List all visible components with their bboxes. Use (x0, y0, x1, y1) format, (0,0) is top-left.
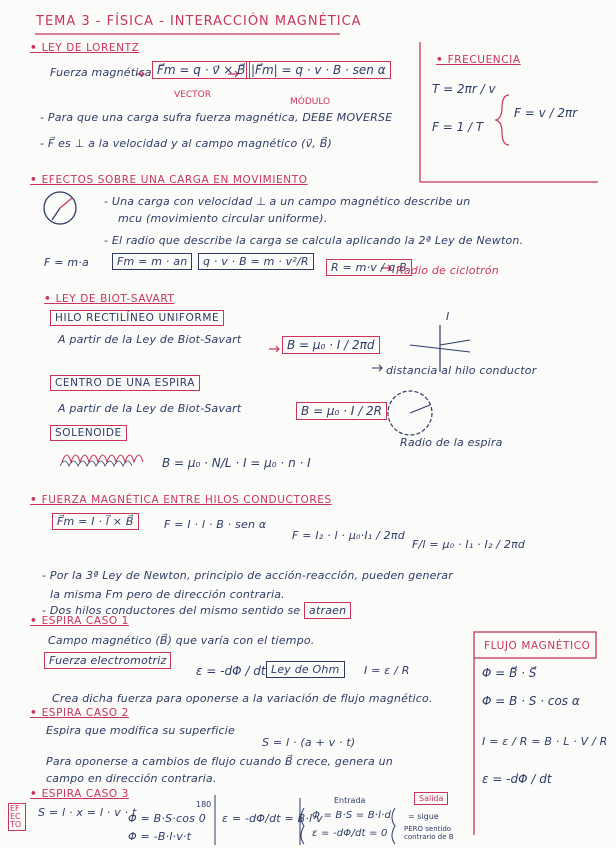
motion-newton: F = m·a (44, 256, 89, 269)
wires-note-2: - Dos hilos conductores del mismo sentido se atraen (42, 604, 351, 617)
wires-heading: • FUERZA MAGNÉTICA ENTRE HILOS CONDUCTORES (30, 494, 332, 506)
case2-formula: S = l · (a + v · t) (262, 736, 356, 749)
case1-heading: • ESPIRA CASO 1 (30, 615, 129, 627)
solenoid-formula: B = μ₀ · N/L · I = μ₀ · n · I (162, 456, 311, 470)
case3-phi-2: Φ = -B·l·v·t (128, 830, 192, 843)
frequency-heading: • FRECUENCIA (436, 54, 521, 66)
case3-out-1: = sigue (408, 812, 439, 821)
wires-formula-1: F⃗m = I · l⃗ × B⃗ (52, 513, 139, 530)
attract-box: atraen (304, 602, 351, 619)
case2-note-1b: campo en dirección contraria. (46, 772, 217, 785)
wires-formula-2: F = I · l · B · sen α (164, 518, 267, 531)
motion-result-label: Radio de ciclotrón (396, 264, 499, 277)
lorentz-note-2: - F⃗ es ⊥ a la velocidad y al campo magnético (v⃗, B⃗) (40, 137, 332, 150)
flux-formula-1: Φ = B⃗ · S⃗ (482, 666, 537, 680)
solenoid-heading: SOLENOIDE (50, 425, 127, 441)
case1-ohm: Ley de Ohm (266, 661, 345, 678)
case1-emf-box: Fuerza electromotriz (44, 652, 171, 669)
case2-heading: • ESPIRA CASO 2 (30, 707, 129, 719)
lorentz-note-1: - Para que una carga sufra fuerza magnética, DEBE MOVERSE (40, 111, 393, 124)
motion-result: R = m·v / q·B (326, 259, 412, 276)
case1-current: I = ε / R (364, 664, 410, 677)
lorentz-heading: • LEY DE LORENTZ (30, 42, 140, 54)
motion-note-1: - Una carga con velocidad ⊥ a un campo magnético describe un (104, 195, 471, 208)
loop-heading: CENTRO DE UNA ESPIRA (50, 375, 200, 391)
wire-heading: HILO RECTILÍNEO UNIFORME (50, 310, 224, 326)
lorentz-modulus-formula: |F⃗m| = q · v · B · sen α (246, 61, 391, 79)
motion-heading: • EFECTOS SOBRE UNA CARGA EN MOVIMIENTO (30, 174, 308, 186)
lorentz-vector-formula: F⃗m = q · v⃗ × B⃗ (152, 61, 250, 79)
wire-text: A partir de la Ley de Biot-Savart (58, 333, 242, 346)
loop-text: A partir de la Ley de Biot-Savart (58, 402, 242, 415)
motion-note-2: - El radio que describe la carga se calcula aplicando la 2ª Ley de Newton. (104, 234, 524, 247)
wires-note-1b: la misma Fm pero de dirección contraria. (50, 588, 285, 601)
case3-emf: ε = -dΦ/dt = B·l·v (222, 812, 323, 825)
case3-in-label: Entrada (334, 796, 366, 805)
case3-in-1: Φ = B·S = B·l·d (312, 810, 392, 821)
case3-phi-1: Φ = B·S·cos 0 (128, 812, 206, 825)
motion-step-2: q · v · B = m · v²/R (198, 253, 314, 270)
flux-formula-3: I = ε / R = B · L · V / R (482, 735, 608, 748)
case3-angle: 180 (196, 800, 212, 809)
flux-formula-2: Φ = B · S · cos α (482, 694, 580, 708)
case1-note: Crea dicha fuerza para oponerse a la variación de flujo magnético. (52, 692, 433, 705)
case3-heading: • ESPIRA CASO 3 (30, 788, 129, 800)
case3-out-2: PERO sentido contrario de B (404, 825, 454, 841)
biot-heading: • LEY DE BIOT-SAVART (44, 293, 175, 305)
wire-distance-label: distancia al hilo conductor (386, 364, 537, 377)
wire-current-label: I (446, 310, 450, 323)
motion-step-1: Fm = m · an (112, 253, 192, 270)
wires-formula-3: F = I₂ · l · μ₀·I₁ / 2πd (292, 529, 405, 542)
case3-s: S = l · x = l · v · t (38, 806, 137, 819)
flux-formula-4: ε = -dΦ / dt (482, 772, 552, 786)
motion-note-1b: mcu (movimiento circular uniforme). (118, 212, 328, 225)
loop-formula: B = μ₀ · I / 2R (296, 402, 387, 420)
lorentz-modulus-caption: MÓDULO (290, 97, 331, 107)
wire-formula: B = μ₀ · I / 2πd (282, 336, 380, 354)
case2-text: Espira que modifica su superficie (46, 724, 235, 737)
frequency-period: T = 2πr / v (432, 82, 496, 96)
page-title: TEMA 3 - FÍSICA - INTERACCIÓN MAGNÉTICA (36, 14, 362, 29)
lorentz-label: Fuerza magnética (50, 66, 152, 79)
loop-radius-label: Radio de la espira (400, 436, 503, 449)
case3-side-label: EFECTO (8, 803, 26, 831)
case1-formula: ε = -dΦ / dt (196, 664, 266, 678)
case3-out-label: Salida (414, 792, 448, 805)
wires-note-1: - Por la 3ª Ley de Newton, principio de acción-reacción, pueden generar (42, 569, 453, 582)
frequency-velocity: F = v / 2πr (514, 106, 578, 120)
flux-heading: FLUJO MAGNÉTICO (484, 640, 591, 652)
case3-in-2: ε = -dΦ/dt = 0 (312, 828, 388, 839)
wires-formula-4: F/l = μ₀ · I₁ · I₂ / 2πd (412, 538, 526, 551)
case1-text: Campo magnético (B⃗) que varía con el tiempo. (48, 634, 315, 647)
lorentz-vector-caption: VECTOR (174, 90, 211, 100)
case2-note-1: Para oponerse a cambios de flujo cuando B⃗ crece, genera un (46, 755, 393, 768)
frequency-inverse: F = 1 / T (432, 120, 484, 134)
